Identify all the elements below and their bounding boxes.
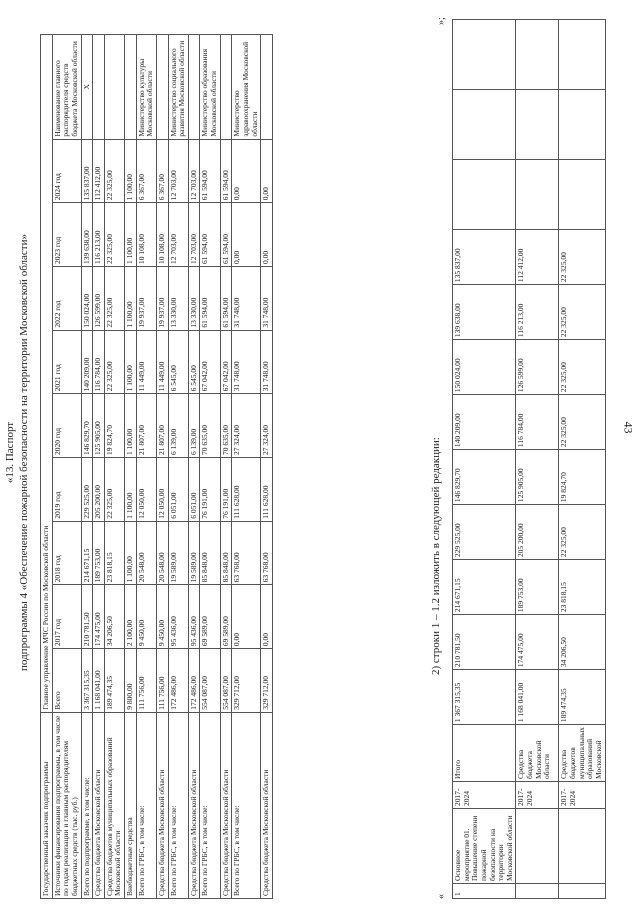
- table-row: [200, 35, 220, 899]
- value-cell: 0,00: [261, 139, 273, 203]
- value-cell: 111 628,00: [261, 458, 273, 522]
- value-cell: 116 784,00: [93, 330, 105, 394]
- value-cell: 61 594,00: [220, 139, 232, 203]
- measure-value: 22 325,00: [559, 285, 605, 340]
- value-cell: 27 324,00: [232, 394, 261, 458]
- measure-value: 229 525,00: [453, 505, 516, 560]
- value-cell: 12 050,00: [156, 458, 168, 522]
- value-cell: 1 100,00: [125, 203, 137, 267]
- value-cell: 116 213,00: [93, 203, 105, 267]
- year-header: 2024 год: [52, 139, 81, 203]
- value-cell: 139 638,00: [81, 203, 93, 267]
- value-cell: 6 367,00: [156, 139, 168, 203]
- value-cell: 1 100,00: [125, 394, 137, 458]
- value-cell: 9 800,00: [125, 649, 137, 713]
- measure-cell-c3: 2017-2024: [559, 782, 605, 809]
- value-cell: 11 449,00: [136, 330, 156, 394]
- value-cell: 125 905,00: [93, 394, 105, 458]
- value-cell: 146 829,70: [81, 394, 93, 458]
- value-cell: 95 436,00: [188, 585, 200, 649]
- measure-cell-c1: [559, 884, 605, 899]
- value-cell: 6 367,00: [136, 139, 156, 203]
- value-cell: 1 100,00: [125, 330, 137, 394]
- value-cell: 1 100,00: [125, 139, 137, 203]
- responsible-cell: [104, 35, 124, 140]
- row-label: Средства бюджетов муниципальных образований Московской области: [104, 712, 124, 898]
- measure-value: 205 200,00: [516, 505, 559, 560]
- value-cell: 6 545,00: [168, 330, 188, 394]
- responsible-cell: [156, 35, 168, 140]
- measure-row: [453, 20, 516, 899]
- value-cell: 67 042,00: [200, 330, 220, 394]
- value-cell: 21 807,00: [136, 394, 156, 458]
- customer-value: Главное управление МЧС России по Московской области: [41, 35, 53, 713]
- row-label: Всего по ГРБС, в том числе:: [168, 712, 188, 898]
- responsible-cell: [125, 35, 137, 140]
- year-header: 2021 год: [52, 330, 81, 394]
- year-header: 2022 год: [52, 266, 81, 330]
- value-cell: 2 100,00: [125, 585, 137, 649]
- value-cell: 19 937,00: [156, 266, 168, 330]
- responsible-cell: [93, 35, 105, 140]
- empty-cell: [516, 90, 559, 160]
- value-cell: 13 330,00: [188, 266, 200, 330]
- table-row: [220, 35, 232, 899]
- value-cell: 20 548,00: [156, 521, 168, 585]
- row-label: Средства бюджета Московской области: [261, 712, 273, 898]
- responsible-cell: [220, 35, 232, 140]
- value-cell: 31 748,00: [232, 330, 261, 394]
- row-label: Внебюджетные средства: [125, 712, 137, 898]
- passport-table: [40, 34, 273, 899]
- responsible-cell: Министерство культуры Московской области: [136, 35, 156, 140]
- value-cell: 21 807,00: [156, 394, 168, 458]
- financing-header: Источники финансирования подпрограммы, в том числе по годам реализации и главным распорядителям бюджетных средств (тыс. руб.): [52, 712, 81, 898]
- value-cell: 34 206,50: [104, 585, 124, 649]
- measure-cell-c4: Итого: [453, 725, 516, 782]
- value-cell: 9 450,00: [136, 585, 156, 649]
- value-cell: 61 594,00: [200, 266, 220, 330]
- empty-cell: [453, 160, 516, 230]
- value-cell: 12 703,00: [188, 203, 200, 267]
- empty-cell: [516, 160, 559, 230]
- value-cell: 70 635,00: [200, 394, 220, 458]
- responsible-header: Наименование главного распорядителя средств бюджета Московской области: [52, 35, 81, 140]
- row-label: Средства бюджета Московской области: [188, 712, 200, 898]
- value-cell: 23 818,15: [104, 521, 124, 585]
- value-cell: 19 589,00: [188, 521, 200, 585]
- header-row: [52, 35, 81, 899]
- value-cell: 0,00: [232, 139, 261, 203]
- value-cell: 0,00: [261, 203, 273, 267]
- measure-value: 210 781,50: [453, 615, 516, 670]
- value-cell: 205 200,00: [93, 458, 105, 522]
- value-cell: 150 024,00: [81, 266, 93, 330]
- value-cell: 189 753,00: [93, 521, 105, 585]
- measure-value: 34 206,50: [559, 615, 605, 670]
- value-cell: 0,00: [232, 585, 261, 649]
- responsible-cell: Министерство социального развития Московской области: [168, 35, 188, 140]
- value-cell: 554 087,00: [200, 649, 220, 713]
- measure-row: [516, 20, 559, 899]
- measure-value: 135 837,00: [453, 230, 516, 285]
- measure-cell-c2: [559, 809, 605, 884]
- row-label: Всего по подпрограмме, в том числе:: [81, 712, 93, 898]
- value-cell: 63 768,00: [232, 521, 261, 585]
- value-cell: 1 100,00: [125, 458, 137, 522]
- measure-cell-c2: [516, 809, 559, 884]
- page-number: 43: [621, 421, 636, 434]
- value-cell: 19 937,00: [136, 266, 156, 330]
- value-cell: 11 449,00: [156, 330, 168, 394]
- value-cell: 61 594,00: [200, 203, 220, 267]
- responsible-cell: Министерство образования Московской области: [200, 35, 220, 140]
- value-cell: 10 108,00: [156, 203, 168, 267]
- value-cell: 214 671,15: [81, 521, 93, 585]
- responsible-cell: X: [81, 35, 93, 140]
- value-cell: 31 748,00: [261, 330, 273, 394]
- measure-value: 126 599,00: [516, 340, 559, 395]
- value-cell: 19 824,70: [104, 394, 124, 458]
- value-cell: 111 756,00: [136, 649, 156, 713]
- measure-cell-c3: 2017-2024: [516, 782, 559, 809]
- value-cell: 20 548,00: [136, 521, 156, 585]
- value-cell: 135 837,00: [81, 139, 93, 203]
- measure-value: 23 818,15: [559, 560, 605, 615]
- value-cell: 329 712,00: [261, 649, 273, 713]
- row-label: Средства бюджета Московской области: [93, 712, 105, 898]
- measure-value: 150 024,00: [453, 340, 516, 395]
- row-label: Всего по ГРБС, в том числе:: [232, 712, 261, 898]
- value-cell: 70 635,00: [220, 394, 232, 458]
- value-cell: 22 325,00: [104, 330, 124, 394]
- measure-value: 189 753,00: [516, 560, 559, 615]
- empty-cell: [516, 20, 559, 90]
- value-cell: 111 628,00: [232, 458, 261, 522]
- measure-cell-c1: 1: [453, 884, 516, 899]
- measures-table: [452, 19, 606, 899]
- value-cell: 10 108,00: [136, 203, 156, 267]
- measure-row: [559, 20, 605, 899]
- responsible-cell: [188, 35, 200, 140]
- year-header: 2018 год: [52, 521, 81, 585]
- value-cell: 12 703,00: [168, 203, 188, 267]
- value-cell: 3 367 315,35: [81, 649, 93, 713]
- value-cell: 174 475,00: [93, 585, 105, 649]
- responsible-cell: Министерство здравоохранения Московской области: [232, 35, 261, 140]
- table-row: [93, 35, 105, 899]
- measure-cell-c4: Средства бюджета Московской области: [516, 725, 559, 782]
- measure-value: 125 905,00: [516, 450, 559, 505]
- table-row: [136, 35, 156, 899]
- empty-cell: [453, 90, 516, 160]
- empty-cell: [559, 90, 605, 160]
- year-header: 2019 год: [52, 458, 81, 522]
- measure-value: 139 638,00: [453, 285, 516, 340]
- table-row: [261, 35, 273, 899]
- value-cell: 12 703,00: [188, 139, 200, 203]
- value-cell: 67 042,00: [220, 330, 232, 394]
- value-cell: 329 712,00: [232, 649, 261, 713]
- value-cell: 6 139,00: [188, 394, 200, 458]
- open-quote: «: [436, 894, 447, 899]
- measure-value: 116 784,00: [516, 395, 559, 450]
- empty-cell: [559, 160, 605, 230]
- measure-value: 22 325,00: [559, 505, 605, 560]
- close-quote: »;: [436, 17, 447, 25]
- value-cell: 189 474,35: [104, 649, 124, 713]
- customer-label: Государственный заказчик подпрограммы: [41, 712, 53, 898]
- value-cell: 63 768,00: [261, 521, 273, 585]
- table-row: [104, 35, 124, 899]
- value-cell: 22 325,00: [104, 139, 124, 203]
- measure-value: 140 209,00: [453, 395, 516, 450]
- passport-title: «13. Паспорт: [4, 421, 16, 484]
- measure-value: 22 325,00: [559, 395, 605, 450]
- value-cell: 229 525,00: [81, 458, 93, 522]
- measure-value: 1 168 041,00: [516, 670, 559, 725]
- table-row: [188, 35, 200, 899]
- measure-cell-c1: [516, 884, 559, 899]
- value-cell: 12 050,00: [136, 458, 156, 522]
- table-row: [81, 35, 93, 899]
- value-cell: 61 594,00: [220, 266, 232, 330]
- value-cell: 1 100,00: [125, 521, 137, 585]
- measure-value: 189 474,35: [559, 670, 605, 725]
- table-row: [232, 35, 261, 899]
- measure-cell-c2: Основное мероприятие 01. Повышение степени пожарной безопасности на территории Московской области: [453, 809, 516, 884]
- row-label: Всего по ГРБС, в том числе:: [200, 712, 220, 898]
- value-cell: 76 191,00: [220, 458, 232, 522]
- title-block: [4, 0, 30, 905]
- value-cell: 6 545,00: [188, 330, 200, 394]
- value-cell: 0,00: [232, 203, 261, 267]
- value-cell: 22 325,00: [104, 266, 124, 330]
- value-cell: 9 450,00: [156, 585, 168, 649]
- year-header: 2023 год: [52, 203, 81, 267]
- value-cell: 19 589,00: [168, 521, 188, 585]
- year-header: 2017 год: [52, 585, 81, 649]
- value-cell: 172 486,00: [188, 649, 200, 713]
- year-header: Всего: [52, 649, 81, 713]
- measure-value: 116 213,00: [516, 285, 559, 340]
- value-cell: 1 100,00: [125, 266, 137, 330]
- row-label: Средства бюджета Московской области: [220, 712, 232, 898]
- value-cell: 85 848,00: [220, 521, 232, 585]
- value-cell: 554 087,00: [220, 649, 232, 713]
- value-cell: 140 209,00: [81, 330, 93, 394]
- value-cell: 6 051,00: [188, 458, 200, 522]
- subprogram-title: подпрограммы 4 «Обеспечение пожарной безопасности на территории Московской области»: [18, 234, 30, 671]
- value-cell: 69 589,00: [220, 585, 232, 649]
- value-cell: 27 324,00: [261, 394, 273, 458]
- value-cell: 1 168 041,00: [93, 649, 105, 713]
- value-cell: 85 848,00: [200, 521, 220, 585]
- table-row: [168, 35, 188, 899]
- value-cell: 172 486,00: [168, 649, 188, 713]
- measure-value: 214 671,15: [453, 560, 516, 615]
- value-cell: 210 781,50: [81, 585, 93, 649]
- measure-value: 19 824,70: [559, 450, 605, 505]
- measure-value: 22 325,00: [559, 340, 605, 395]
- value-cell: 126 599,00: [93, 266, 105, 330]
- measure-value: 146 829,70: [453, 450, 516, 505]
- value-cell: 76 191,00: [200, 458, 220, 522]
- value-cell: 13 330,00: [168, 266, 188, 330]
- year-header: 2020 год: [52, 394, 81, 458]
- table-row: [156, 35, 168, 899]
- measure-cell-c3: 2017-2024: [453, 782, 516, 809]
- value-cell: 12 703,00: [168, 139, 188, 203]
- value-cell: 112 412,00: [93, 139, 105, 203]
- table-row: [125, 35, 137, 899]
- clause-text: 2) строки 1 – 1.2 изложить в следующей редакции:: [430, 437, 442, 675]
- measure-value: 112 412,00: [516, 230, 559, 285]
- empty-cell: [559, 20, 605, 90]
- value-cell: 95 436,00: [168, 585, 188, 649]
- value-cell: 22 325,00: [104, 203, 124, 267]
- value-cell: 61 594,00: [200, 139, 220, 203]
- value-cell: 31 748,00: [261, 266, 273, 330]
- measure-value: 174 475,00: [516, 615, 559, 670]
- value-cell: 31 748,00: [232, 266, 261, 330]
- value-cell: 6 139,00: [168, 394, 188, 458]
- value-cell: 6 051,00: [168, 458, 188, 522]
- measure-cell-c4: Средства бюджетов муниципальных образований Московской: [559, 725, 605, 782]
- measure-value: 22 325,00: [559, 230, 605, 285]
- value-cell: 0,00: [261, 585, 273, 649]
- row-label: Средства бюджета Московской области: [156, 712, 168, 898]
- customer-row: [41, 35, 53, 899]
- value-cell: 22 325,00: [104, 458, 124, 522]
- empty-cell: [453, 20, 516, 90]
- measure-value: 1 367 315,35: [453, 670, 516, 725]
- row-label: Всего по ГРБС, в том числе:: [136, 712, 156, 898]
- responsible-cell: [261, 35, 273, 140]
- value-cell: 61 594,00: [220, 203, 232, 267]
- value-cell: 69 589,00: [200, 585, 220, 649]
- value-cell: 111 756,00: [156, 649, 168, 713]
